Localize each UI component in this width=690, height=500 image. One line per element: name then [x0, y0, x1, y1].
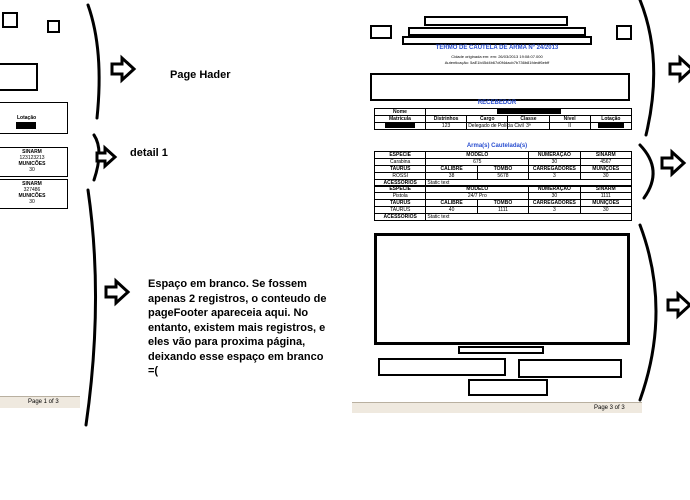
- acessorios-value: Static text: [426, 180, 632, 187]
- numeracao-value: 30: [529, 159, 580, 166]
- especie-value: Carabina: [375, 159, 426, 166]
- tombo-header: TOMBO: [477, 200, 528, 207]
- nivel-value: II: [549, 123, 590, 130]
- brace-blank-right: [640, 225, 656, 400]
- tombo-value: 5678: [477, 173, 528, 180]
- recebedor-title: RECEBEDOR: [477, 100, 517, 106]
- lotacao-value: [590, 123, 631, 130]
- carregadores-value: 3: [529, 207, 580, 214]
- municoes-value: 30: [29, 199, 35, 205]
- carregadores-header: CARREGADORES: [529, 200, 580, 207]
- placeholder-box: [424, 16, 568, 26]
- tombo-header: TOMBO: [477, 166, 528, 173]
- municoes-header: MUNIÇÕES: [580, 166, 631, 173]
- cargo-value: Delegado de Polícia Civil: [468, 123, 524, 129]
- especie-header: ESPÉCIE: [375, 186, 426, 193]
- placeholder-box: [2, 12, 18, 28]
- arrow-icon: [112, 58, 134, 80]
- cargo-header: Cargo: [467, 116, 508, 123]
- blank-space-annotation: [148, 277, 327, 379]
- especie-header: ESPÉCIE: [375, 152, 426, 159]
- annotation-line: =(: [148, 365, 159, 377]
- detail-record: [0, 147, 68, 177]
- sinarm-value: 4567: [580, 159, 631, 166]
- page-number: Page 3 of 3: [594, 405, 625, 411]
- annotation-line: Espaço em branco. Se fossem: [148, 278, 307, 290]
- carregadores-header: CARREGADORES: [529, 166, 580, 173]
- detail-annotation: detail 1: [130, 147, 168, 159]
- calibre-value: 38: [426, 173, 477, 180]
- right-report-page: [352, 0, 642, 412]
- arrow-icon: [662, 152, 684, 174]
- issued-line: Cidade originada em: em: 26/03/2013 19:08:07.000: [451, 54, 543, 59]
- marca-value: TAURUS: [375, 207, 426, 214]
- page-header-annotation: Page Hader: [170, 69, 231, 81]
- placeholder-box: [47, 20, 60, 33]
- brace-page-header-left: [88, 5, 99, 118]
- arma-table: [374, 185, 632, 221]
- matricula-value: [375, 123, 426, 130]
- placeholder-box: [518, 359, 622, 378]
- report-title: TERMO DE CAUTELA DE ARMA Nº 24/2013: [435, 45, 559, 51]
- numeracao-header: NUMERAÇÃO: [529, 186, 580, 193]
- acessorios-value: Static text: [426, 214, 632, 221]
- modelo-header: MODELO: [426, 186, 529, 193]
- numeracao-header: NUMERAÇÃO: [529, 152, 580, 159]
- placeholder-box: [468, 379, 548, 396]
- annotation-line: pageFooter apareceia aqui. No: [148, 307, 309, 319]
- modelo-value: 24/7 Pro: [426, 193, 529, 200]
- redacted-block: [16, 122, 36, 129]
- redacted-block: [497, 109, 561, 114]
- distrinhos-value: 123: [426, 123, 467, 130]
- modelo-value: 675: [426, 159, 529, 166]
- monitor-shape: [374, 233, 630, 345]
- acessorios-label: ACESSÓRIOS: [375, 180, 426, 187]
- monitor-stand: [458, 346, 544, 354]
- annotation-line: entanto, existem mais registros, e: [148, 321, 326, 334]
- distrinhos-header: Distrinhos: [426, 116, 467, 123]
- municoes-value: 30: [580, 207, 631, 214]
- page-footer: [352, 402, 642, 413]
- tombo-value: 1111: [477, 207, 528, 214]
- calibre-value: 40: [426, 207, 477, 214]
- placeholder-box: [408, 27, 586, 36]
- marca-value: ROSSI: [375, 173, 426, 180]
- placeholder-box: [616, 25, 632, 40]
- sinarm-label: SINARM: [22, 149, 42, 155]
- nivel-header: Nível: [549, 116, 590, 123]
- arrow-icon: [106, 281, 128, 303]
- especie-value: Pistola: [375, 193, 426, 200]
- armas-title: Arma(s) Cautelada(s): [466, 143, 528, 149]
- header-image-box: [0, 63, 38, 91]
- placeholder-box: [370, 25, 392, 39]
- nome-label: Nome: [375, 109, 426, 116]
- header-image-box: [370, 73, 630, 101]
- brace-page-header-right: [640, 0, 654, 135]
- sinarm-value: 327486: [23, 187, 41, 193]
- placeholder-box: [402, 36, 592, 45]
- municoes-value: 30: [580, 173, 631, 180]
- marca-header: TAURUS: [375, 166, 426, 173]
- modelo-header: MODELO: [426, 152, 529, 159]
- municoes-label: MUNICÕES: [18, 193, 46, 199]
- page-number: Page 1 of 3: [28, 399, 59, 405]
- municoes-header: MUNIÇÕES: [580, 200, 631, 207]
- detail-record: [0, 179, 68, 209]
- sinarm-value: 1111: [580, 193, 631, 200]
- annotation-line: apenas 2 registros, o conteudo de: [148, 292, 327, 305]
- classe-header: Classe: [508, 116, 549, 123]
- acessorios-label: ACESSÓRIOS: [375, 214, 426, 221]
- carregadores-value: 3: [529, 173, 580, 180]
- redacted-block: [598, 123, 624, 128]
- sinarm-label: SINARM: [22, 181, 42, 187]
- authentication-line: Autenticação: 5aE1b45d4b67d0f4dacb7b736b81fdedf6ebff: [444, 60, 550, 65]
- redacted-block: [385, 123, 415, 128]
- lotacao-box: [0, 102, 68, 134]
- annotation-line: deixando esse espaço em branco: [148, 350, 324, 363]
- brace-blank-left: [86, 190, 96, 425]
- sinarm-header: SINARM: [580, 186, 631, 193]
- calibre-header: CALIBRE: [426, 200, 477, 207]
- recebedor-table: [374, 108, 632, 130]
- arrow-icon: [668, 294, 690, 316]
- lotacao-label: Lotação: [17, 115, 37, 121]
- classe-value: 3ª: [508, 123, 549, 130]
- arma-table: [374, 151, 632, 187]
- placeholder-box: [378, 358, 506, 376]
- numeracao-value: 30: [529, 193, 580, 200]
- lotacao-header: Lotação: [590, 116, 631, 123]
- annotation-line: eles vão para proxima página,: [148, 336, 306, 348]
- nome-value: [426, 109, 632, 116]
- sinarm-header: SINARM: [580, 152, 631, 159]
- municoes-value: 30: [29, 167, 35, 173]
- matricula-header: Matrícula: [375, 116, 426, 123]
- page-footer: [0, 396, 80, 408]
- detail-records: [0, 147, 66, 210]
- municoes-label: MUNICÕES: [18, 161, 46, 167]
- marca-header: TAURUS: [375, 200, 426, 207]
- sinarm-value: 123123213: [19, 155, 45, 161]
- calibre-header: CALIBRE: [426, 166, 477, 173]
- arrow-icon: [670, 58, 690, 80]
